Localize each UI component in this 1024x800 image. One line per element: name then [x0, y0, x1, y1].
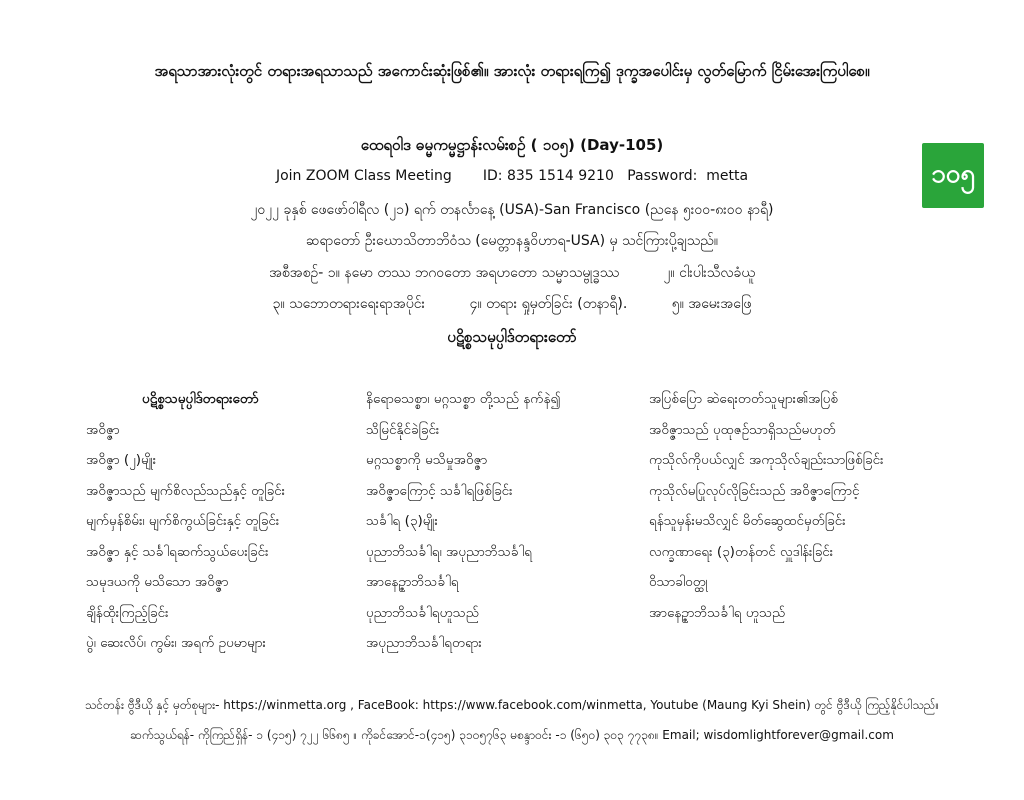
topic-column-2 — [366, 384, 561, 659]
program-line-1: အစီအစဉ်- ၁။ နမော တဿ ဘဂဝတော အရဟတော သမ္မာသမ္ဗုဒ္ဓဿ ၂။ ငါးပါးသီလခံယူ — [269, 265, 755, 281]
column-heading: ပဋိစ္စသမုပ္ပါဒ်တရားတော် — [142, 391, 259, 407]
topic-column-3 — [649, 384, 884, 628]
session-date: ၂၀၂၂ ခုနှစ် ဖေဖော်ဝါရီလ (၂၁) ရက် တနင်္လာနေ့ (USA)-San Francisco (ညနေ ၅း၀၀-၈း၀၀ နာရီ) — [250, 202, 774, 218]
footer-links: သင်တန်း ဗွီဒီယို နှင့် မှတ်စုများ- https://winmetta.org , FaceBook: https://www.facebook.com/winmetta, Youtube (Maung Kyi Shein) တွင် ဗွီဒီယို ကြည့်နိုင်ပါသည်။ — [84, 698, 940, 712]
day-number-badge: ၁၀၅ — [922, 143, 984, 208]
list-item: ဝိသာခါဝတ္ထု — [649, 574, 708, 590]
list-item: ပွဲ၊ ဆေးလိပ်၊ ကွမ်း၊ အရက် ဥပမာများ — [86, 635, 266, 651]
page-title: အရသာအားလုံးတွင် တရားအရသာသည် အကောင်းဆုံးဖြစ်၏။ အားလုံး တရားရကြ၍ ဒုက္ခအပေါင်းမှ လွတ်မြောက် ငြိမ်းအေးကြပါစေ။ — [154, 62, 870, 80]
list-item: အာနေဉ္ဇာဘိသင်္ခါရ ဟူသည် — [649, 604, 786, 621]
program-line-2: ၃။ သဘောတရားရေးရာအပိုင်း ၄။ တရား ရှုမှတ်ခြင်း (တနာရီ). ၅။ အမေးအဖြေ — [272, 296, 752, 312]
list-item: ပုညာဘိသင်္ခါရ၊ အပုညာဘိသင်္ခါရ — [366, 543, 533, 560]
list-item: နိရောဓသစ္စာ၊ မဂ္ဂသစ္စာ တို့သည် နက်နဲ၍ — [366, 391, 561, 407]
list-item: အဝိဇ္ဇာသည် မျက်စိလည်သည်နှင့် တူခြင်း — [86, 482, 286, 499]
list-item: သိမြင်နိုင်ခဲခြင်း — [366, 421, 440, 438]
list-item: အဝိဇ္ဇာသည် ပုထုဇဉ်သာရှိသည်မဟုတ် — [649, 421, 836, 438]
session-subtitle: ထေရဝါဒ ဓမ္မကမ္မဋ္ဌာန်းလမ်းစဉ် ( ၁၀၅) (Day-105) — [360, 136, 664, 154]
list-item: ချိန်ထိုးကြည့်ခြင်း — [86, 604, 169, 621]
list-item: အဝိဇ္ဇာ နှင့် သင်္ခါရဆက်သွယ်ပေးခြင်း — [86, 543, 269, 560]
list-item: မဂ္ဂသစ္စာကို မသိမှုအဝိဇ္ဇာ — [366, 452, 488, 468]
list-item: ပုညာဘိသင်္ခါရဟူသည် — [366, 604, 479, 621]
teacher-line: ဆရာတော် ဦးဃောသိတာဘိဝံသ (မေတ္တာနန္ဒဝိဟာရ-USA) မှ သင်ကြားပို့ချသည်။ — [305, 233, 719, 249]
list-item: အာနေဉ္ဇာဘိသင်္ခါရ — [366, 574, 459, 590]
list-item: အပုညာဘိသင်္ခါရတရား — [366, 635, 482, 651]
list-item: အဝိဇ္ဇာကြောင့် သင်္ခါရဖြစ်ခြင်း — [366, 482, 513, 499]
list-item: ကုသိုလ်မပြုလုပ်လိုခြင်းသည် အဝိဇ္ဇာကြောင့် — [649, 482, 860, 499]
topic-column-1 — [86, 384, 285, 659]
list-item: အဝိဇ္ဇာ — [86, 421, 120, 438]
list-item: သင်္ခါရ (၃)မျိုး — [366, 513, 438, 529]
zoom-meeting-info: Join ZOOM Class Meeting ID: 835 1514 9210 Password: metta — [275, 168, 749, 184]
list-item: ရန်သူမှန်းမသိလျှင် မိတ်ဆွေထင်မှတ်ခြင်း — [649, 513, 846, 529]
list-item: မျက်မှန်စိမ်း၊ မျက်စိကွယ်ခြင်းနှင့် တူခြင်း — [86, 513, 280, 529]
list-item: ကုသိုလ်ကိုပယ်လျှင် အကုသိုလ်ချည်းသာဖြစ်ခြင်း — [649, 452, 884, 468]
footer-contacts: ဆက်သွယ်ရန်- ကိုကြည်ရှိန်- ၁ (၄၁၅) ၇၂၂ ၆၆၈၅ ။ ကိုခင်အောင်-၁(၄၁၅) ၃၁၀၅၇၆၃ မစန္ဒာဝင်း -၁ (၆၅၀) ၃၀၃ ၇၇၃၈။ Email; wisdomlightforever@gmail.com — [130, 728, 894, 742]
list-item: အပြစ်ပြော ဆဲရေးတတ်သူများ၏အပြစ် — [649, 391, 839, 407]
list-item: အဝိဇ္ဇာ (၂)မျိုး — [86, 452, 157, 468]
section-heading: ပဋိစ္စသမုပ္ပါဒ်တရားတော် — [447, 328, 577, 346]
list-item: သမုဒယကို မသိသော အဝိဇ္ဇာ — [86, 574, 229, 590]
list-item: လက္ခဏာရေး (၃)တန်တင် လှူဒါန်းခြင်း — [649, 543, 834, 560]
